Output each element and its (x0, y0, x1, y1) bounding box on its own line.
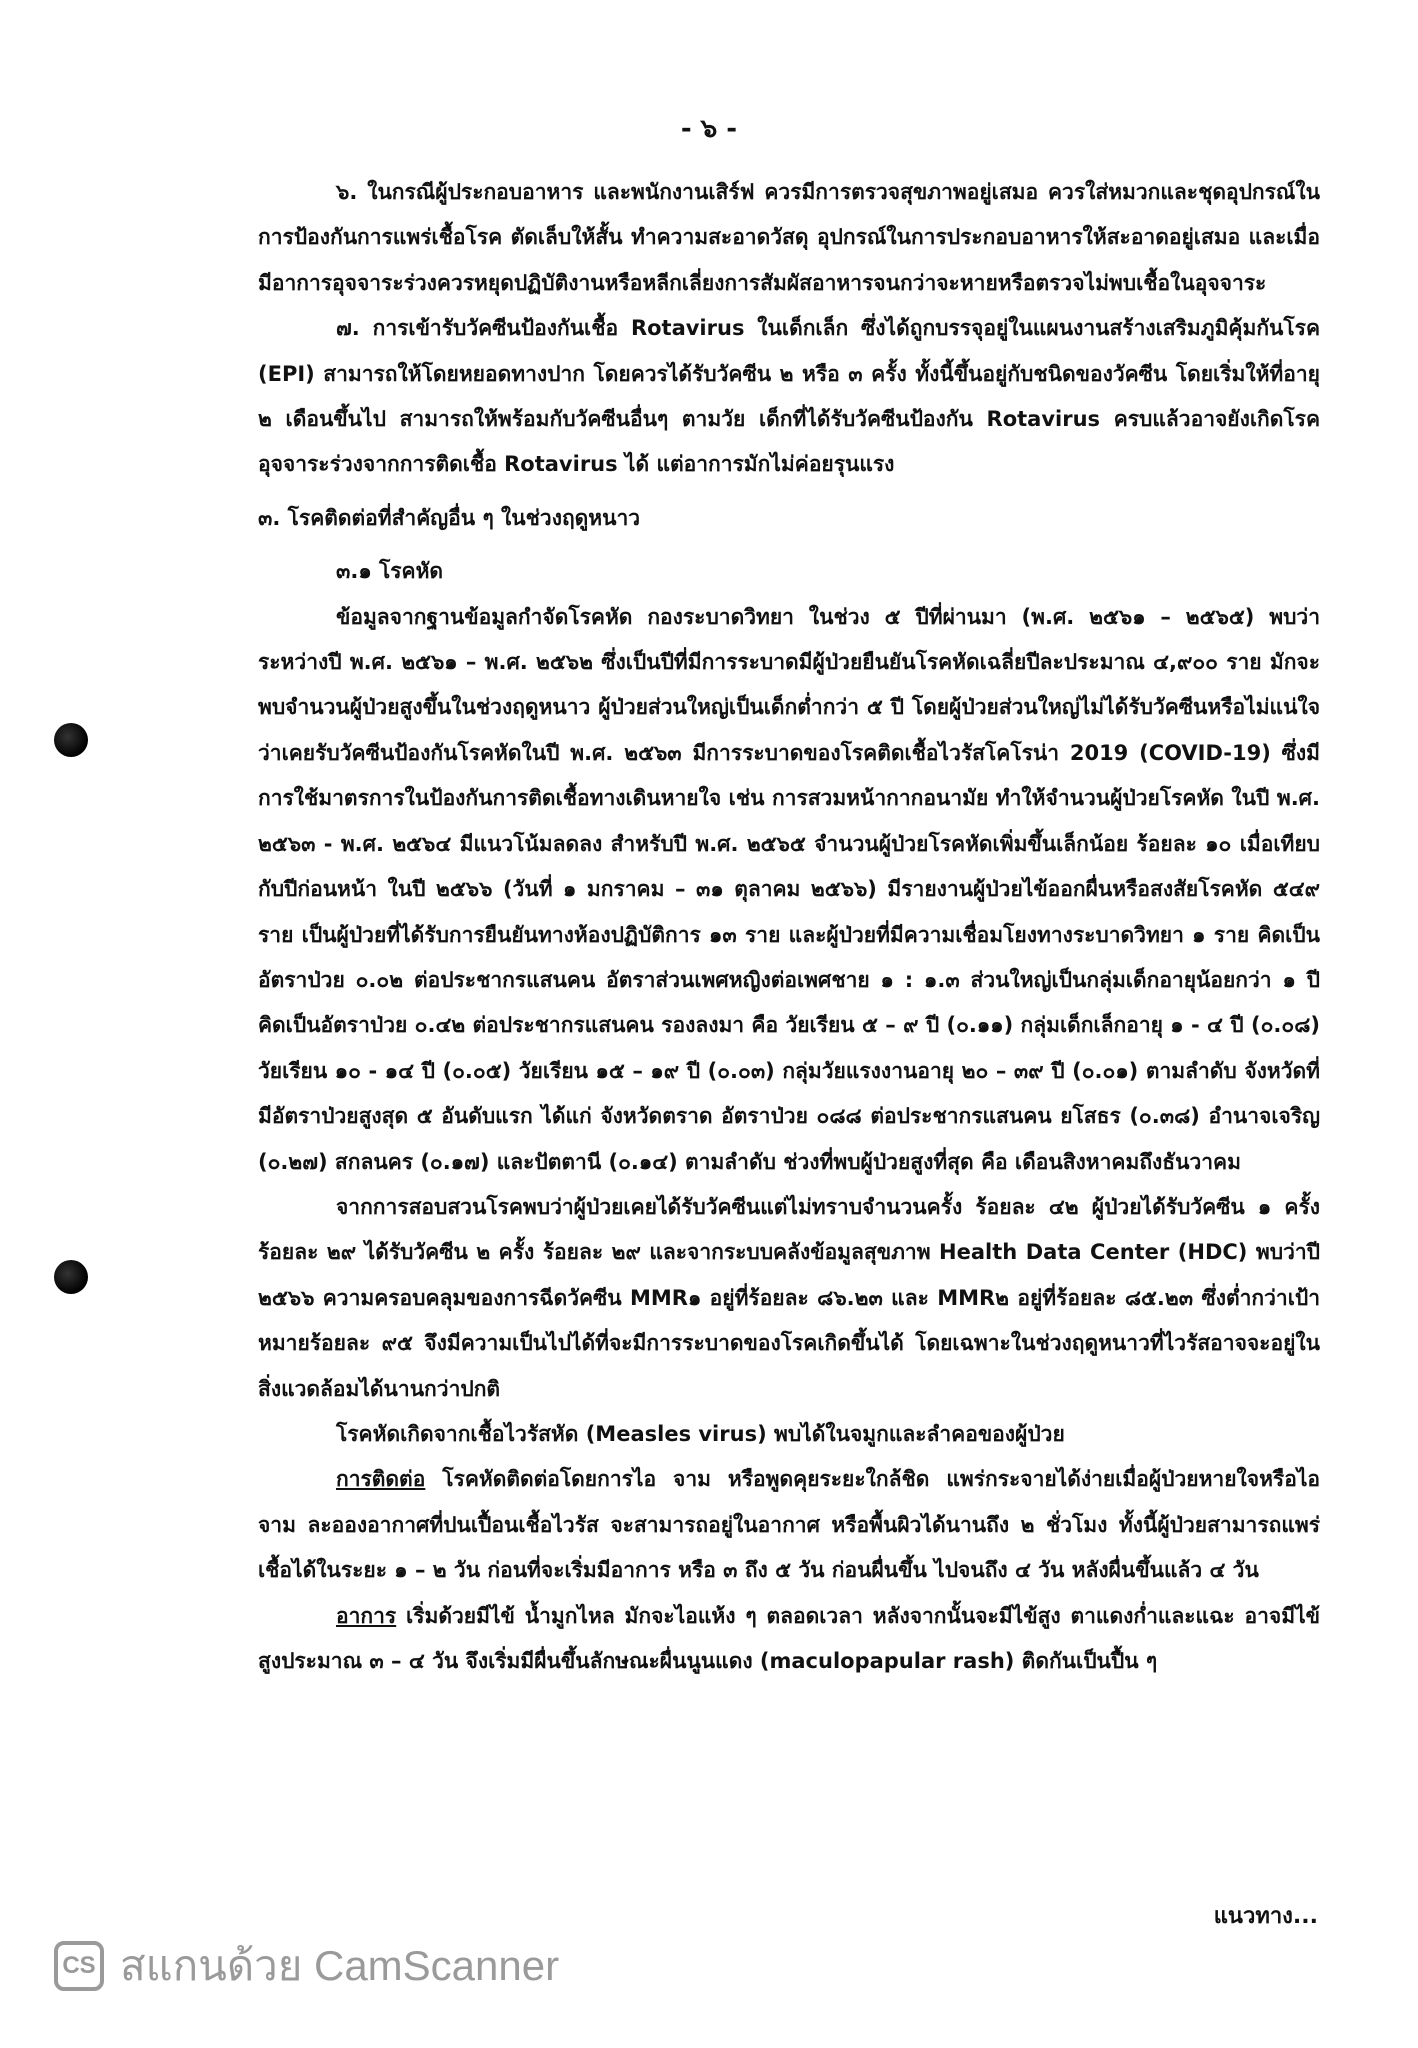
subsection-heading: ๓.๑ โรคหัด (336, 559, 444, 584)
transmission-text: โรคหัดติดต่อโดยการไอ จาม หรือพูดคุยระยะใกล้ชิด แพร่กระจายได้ง่ายเมื่อผู้ป่วยหายใจหรือไอ จาม ละอองอากาศที่ปนเปื้อนเชื้อไวรัส จะสามารถอยู่ในอากาศ หรือพื้นผิวได้นานถึง ๒ ชั่วโมง ทั้งนี้ผู้ป่วยสามารถแพร่เชื้อได้ในระยะ ๑ – ๒ วัน ก่อนที่จะเริ่มมีอาการ หรือ ๓ ถึง ๕ วัน ก่อนผื่นขึ้น ไปจนถึง ๔ วัน หลังผื่นขึ้นแล้ว ๔ วัน (258, 1467, 1320, 1583)
punch-hole-bottom (54, 1260, 88, 1294)
transmission-label: การติดต่อ (336, 1467, 426, 1492)
measles-data-paragraph: ข้อมูลจากฐานข้อมูลกำจัดโรคหัด กองระบาดวิทยา ในช่วง ๕ ปีที่ผ่านมา (พ.ศ. ๒๕๖๑ – ๒๕๖๕) พบว่าระหว่างปี พ.ศ. ๒๕๖๑ – พ.ศ. ๒๕๖๒ ซึ่งเป็นปีที่มีการระบาดมีผู้ป่วยยืนยันโรคหัดเฉลี่ยปีละประมาณ ๔,๙๐๐ ราย มักจะพบจำนวนผู้ป่วยสูงขึ้นในช่วงฤดูหนาว ผู้ป่วยส่วนใหญ่เป็นเด็กต่ำกว่า ๕ ปี โดยผู้ป่วยส่วนใหญ่ไม่ได้รับวัคซีนหรือไม่แน่ใจว่าเคยรับวัคซีนป้องกันโรคหัดในปี พ.ศ. ๒๕๖๓ มีการระบาดของโรคติดเชื้อไวรัสโคโรน่า 2019 (COVID-19) ซึ่งมีการใช้มาตรการในป้องกันการติดเชื้อทางเดินหายใจ เช่น การสวมหน้ากากอนามัย ทำให้จำนวนผู้ป่วยโรคหัด ในปี พ.ศ. ๒๕๖๓ - พ.ศ. ๒๕๖๔ มีแนวโน้มลดลง สำหรับปี พ.ศ. ๒๕๖๕ จำนวนผู้ป่วยโรคหัดเพิ่มขึ้นเล็กน้อย ร้อยละ ๑๐ เมื่อเทียบกับปีก่อนหน้า ในปี ๒๕๖๖ (วันที่ ๑ มกราคม – ๓๑ ตุลาคม ๒๕๖๖) มีรายงานผู้ป่วยไข้ออกผื่นหรือสงสัยโรคหัด ๕๔๙ ราย เป็นผู้ป่วยที่ได้รับการยืนยันทางห้องปฏิบัติการ ๑๓ ราย และผู้ป่วยที่มีความเชื่อมโยงทางระบาดวิทยา ๑ ราย คิดเป็นอัตราป่วย ๐.๐๒ ต่อประชากรแสนคน อัตราส่วนเพศหญิงต่อเพศชาย ๑ : ๑.๓ ส่วนใหญ่เป็นกลุ่มเด็กอายุน้อยกว่า ๑ ปี คิดเป็นอัตราป่วย ๐.๔๒ ต่อประชากรแสนคน รองลงมา คือ วัยเรียน ๕ – ๙ ปี (๐.๑๑) กลุ่มเด็กเล็กอายุ ๑ - ๔ ปี (๐.๐๘) วัยเรียน ๑๐ - ๑๔ ปี (๐.๐๕) วัยเรียน ๑๕ – ๑๙ ปี (๐.๐๓) กลุ่มวัยแรงงานอายุ ๒๐ – ๓๙ ปี (๐.๐๑) ตามลำดับ จังหวัดที่มีอัตราป่วยสูงสุด ๕ อันดับแรก ได้แก่ จังหวัดตราด อัตราป่วย ๐๘๘ ต่อประชากรแสนคน ยโสธร (๐.๓๘) อำนาจเจริญ (๐.๒๗) สกลนคร (๐.๑๗) และปัตตานี (๐.๑๔) ตามลำดับ ช่วงที่พบผู้ป่วยสูงที่สุด คือ เดือนสิงหาคมถึงธันวาคม (258, 604, 1320, 1174)
document-body (258, 170, 1320, 1684)
symptoms-text: เริ่มด้วยมีไข้ น้ำมูกไหล มักจะไอแห้ง ๆ ตลอดเวลา หลังจากนั้นจะมีไข้สูง ตาแดงก่ำและแฉะ อาจมีไข้สูงประมาณ ๓ – ๔ วัน จึงเริ่มมีผื่นขึ้นลักษณะผื่นนูนแดง (maculopapular rash) ติดกันเป็นปื้น ๆ (258, 1603, 1320, 1673)
symptoms-label: อาการ (336, 1603, 397, 1628)
transmission-paragraph (258, 1457, 1320, 1593)
continuation-text: แนวทาง... (1213, 1904, 1318, 1929)
camscanner-watermark (54, 1938, 559, 1994)
symptoms-paragraph (258, 1594, 1320, 1685)
paragraph-item-6: ๖. ในกรณีผู้ประกอบอาหาร และพนักงานเสิร์ฟ ควรมีการตรวจสุขภาพอยู่เสมอ ควรใส่หมวกและชุดอุปกรณ์ในการป้องกันการแพร่เชื้อโรค ตัดเล็บให้สั้น ทำความสะอาดวัสดุ อุปกรณ์ในการประกอบอาหารให้สะอาดอยู่เสมอ และเมื่อมีอาการอุจจาระร่วงควรหยุดปฏิบัติงานหรือหลีกเลี่ยงการสัมผัสอาหารจนกว่าจะหายหรือตรวจไม่พบเชื้อในอุจจาระ (258, 180, 1320, 295)
paragraph-item-7: ๗. การเข้ารับวัคซีนป้องกันเชื้อ Rotavirus ในเด็กเล็ก ซึ่งได้ถูกบรรจุอยู่ในแผนงานสร้างเสริมภูมิคุ้มกันโรค (EPI) สามารถให้โดยหยอดทางปาก โดยควรได้รับวัคซีน ๒ หรือ ๓ ครั้ง ทั้งนี้ขึ้นอยู่กับชนิดของวัคซีน โดยเริ่มให้ที่อายุ ๒ เดือนขึ้นไป สามารถให้พร้อมกับวัคซีนอื่นๆ ตามวัย เด็กที่ได้รับวัคซีนป้องกัน Rotavirus ครบแล้วอาจยังเกิดโรคอุจจาระร่วงจากการติดเชื้อ Rotavirus ได้ แต่อาการมักไม่ค่อยรุนแรง (258, 316, 1320, 477)
measles-cause-paragraph: โรคหัดเกิดจากเชื้อไวรัสหัด (Measles virus) พบได้ในจมูกและลำคอของผู้ป่วย (336, 1421, 1065, 1446)
camscanner-logo-icon: CS (54, 1941, 104, 1991)
punch-hole-top (54, 723, 88, 757)
vaccine-coverage-paragraph: จากการสอบสวนโรคพบว่าผู้ป่วยเคยได้รับวัคซีนแต่ไม่ทราบจำนวนครั้ง ร้อยละ ๔๒ ผู้ป่วยได้รับวัคซีน ๑ ครั้ง ร้อยละ ๒๙ ได้รับวัคซีน ๒ ครั้ง ร้อยละ ๒๙ และจากระบบคลังข้อมูลสุขภาพ Health Data Center (HDC) พบว่าปี ๒๕๖๖ ความครอบคลุมของการฉีดวัคซีน MMR๑ อยู่ที่ร้อยละ ๘๖.๒๓ และ MMR๒ อยู่ที่ร้อยละ ๘๕.๒๓ ซึ่งต่ำกว่าเป้าหมายร้อยละ ๙๕ จึงมีความเป็นไปได้ที่จะมีการระบาดของโรคเกิดขึ้นได้ โดยเฉพาะในช่วงฤดูหนาวที่ไวรัสอาจจะอยู่ในสิ่งแวดล้อมได้นานกว่าปกติ (258, 1194, 1320, 1401)
watermark-text: สแกนด้วย CamScanner (120, 1942, 560, 1989)
page-number: - ๖ - (680, 114, 738, 144)
section-heading: ๓. โรคติดต่อที่สำคัญอื่น ๆ ในช่วงฤดูหนาว (258, 505, 641, 530)
